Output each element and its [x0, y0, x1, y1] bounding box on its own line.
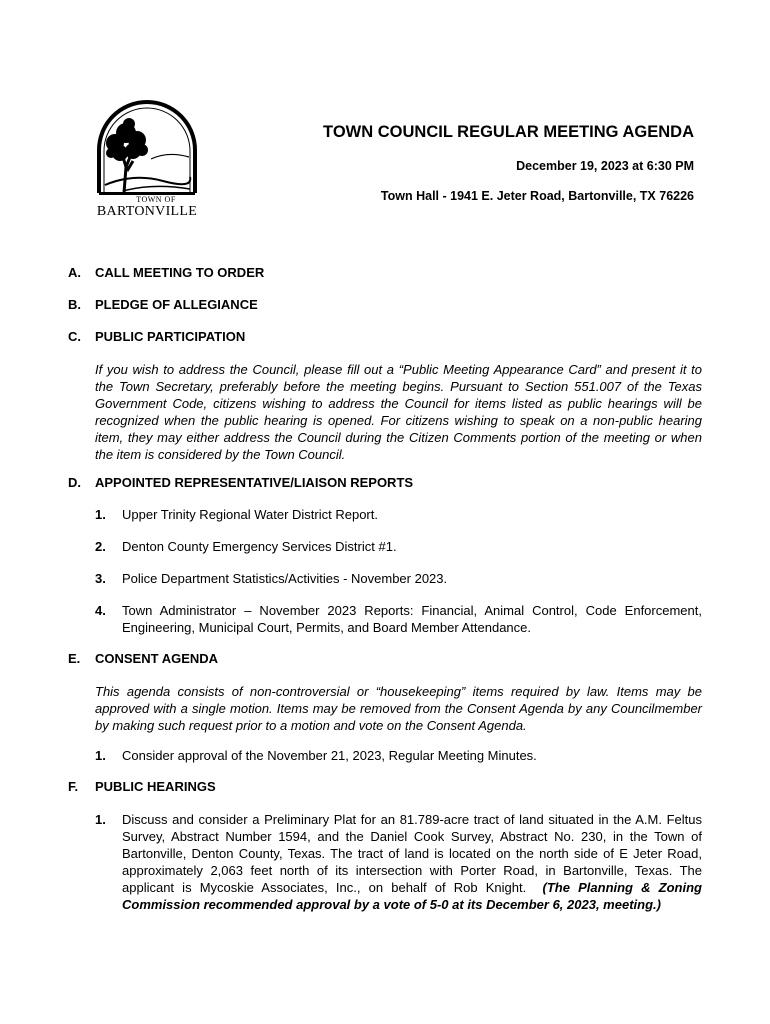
list-item — [95, 538, 702, 555]
section-b-heading — [68, 297, 258, 312]
town-logo — [93, 95, 201, 227]
item-number: 1. — [95, 812, 106, 827]
section-a-heading — [68, 265, 264, 280]
section-d-heading — [68, 475, 413, 490]
public-participation-note: If you wish to address the Council, please fill out a “Public Meeting Appearance Card” and present it to the Town Secretary, preferably before the meeting begins. Pursuant to Section 551.007 of the Texas Government Code, citizens wishing to address the Council for items listed as public hearings will be recognized when the public hearing is opened. For citizens wishing to speak on a non-public hearing item, they may either address the Council during the Citizen Comments portion of the meeting or when the item is considered by the Town Council. — [95, 362, 702, 462]
list-item — [95, 506, 702, 523]
item-number: 2. — [95, 539, 106, 554]
commission-recommendation: (The Planning & Zoning Commission recommended approval by a vote of 5-0 at its December 6, 2023, meeting.) — [122, 880, 702, 912]
list-item — [95, 811, 702, 913]
item-number: 1. — [95, 748, 106, 763]
list-item — [95, 570, 702, 587]
section-letter: B. — [68, 297, 81, 312]
section-letter: E. — [68, 651, 81, 666]
section-f-heading — [68, 779, 216, 794]
section-e-heading — [68, 651, 218, 666]
item-number: 3. — [95, 571, 106, 586]
meeting-location: Town Hall - 1941 E. Jeter Road, Bartonville, TX 76226 — [380, 189, 694, 203]
section-title: PUBLIC PARTICIPATION — [95, 329, 246, 344]
item-text: Denton County Emergency Services District #1. — [122, 539, 397, 554]
item-text: Consider approval of the November 21, 2023, Regular Meeting Minutes. — [122, 748, 537, 763]
section-letter: A. — [68, 265, 81, 280]
preliminary-plat-description: Discuss and consider a Preliminary Plat for an 81.789-acre tract of land situated in the A.M. Feltus Survey, Abstract Number 1594, and the Daniel Cook Survey, Abstract No. 230, in the Town of Bartonville, Denton County, Texas. The tract of land is located on the north side of E Jeter Road, approximately 2,063 feet north of its intersection with Porter Road, in Bartonville, Texas. The applicant is Mycoskie Associates, Inc., on behalf of Rob Knight. — [122, 812, 702, 895]
item-number: 1. — [95, 507, 106, 522]
page-title: TOWN COUNCIL REGULAR MEETING AGENDA — [323, 123, 694, 141]
logo-town-name-text: BARTONVILLE — [96, 204, 198, 219]
section-title: APPOINTED REPRESENTATIVE/LIAISON REPORTS — [95, 475, 414, 490]
section-c-heading — [68, 329, 245, 344]
section-letter: C. — [68, 329, 81, 344]
list-item — [95, 747, 702, 764]
section-letter: F. — [68, 779, 79, 794]
consent-agenda-note: This agenda consists of non-controversial or “housekeeping” items required by law. Items may be approved with a single motion. Items may be removed from the Consent Agenda by any Councilmember by making such request prior to a motion and vote on the Consent Agenda. — [95, 684, 702, 733]
section-title: CONSENT AGENDA — [95, 651, 219, 666]
logo-town-of-text: TOWN OF — [136, 195, 176, 204]
meeting-date: December 19, 2023 at 6:30 PM — [516, 159, 694, 173]
section-title: PLEDGE OF ALLEGIANCE — [95, 297, 258, 312]
section-title: PUBLIC HEARINGS — [95, 779, 216, 794]
section-title: CALL MEETING TO ORDER — [95, 265, 265, 280]
item-number: 4. — [95, 603, 106, 618]
list-item — [95, 602, 702, 636]
section-letter: D. — [68, 475, 81, 490]
item-text: Town Administrator – November 2023 Reports: Financial, Animal Control, Code Enforcement, Engineering, Municipal Court, Permits, and Board Member Attendance. — [122, 603, 702, 635]
item-text — [122, 811, 702, 913]
item-text: Police Department Statistics/Activities - November 2023. — [122, 571, 448, 586]
item-text: Upper Trinity Regional Water District Report. — [122, 507, 378, 522]
